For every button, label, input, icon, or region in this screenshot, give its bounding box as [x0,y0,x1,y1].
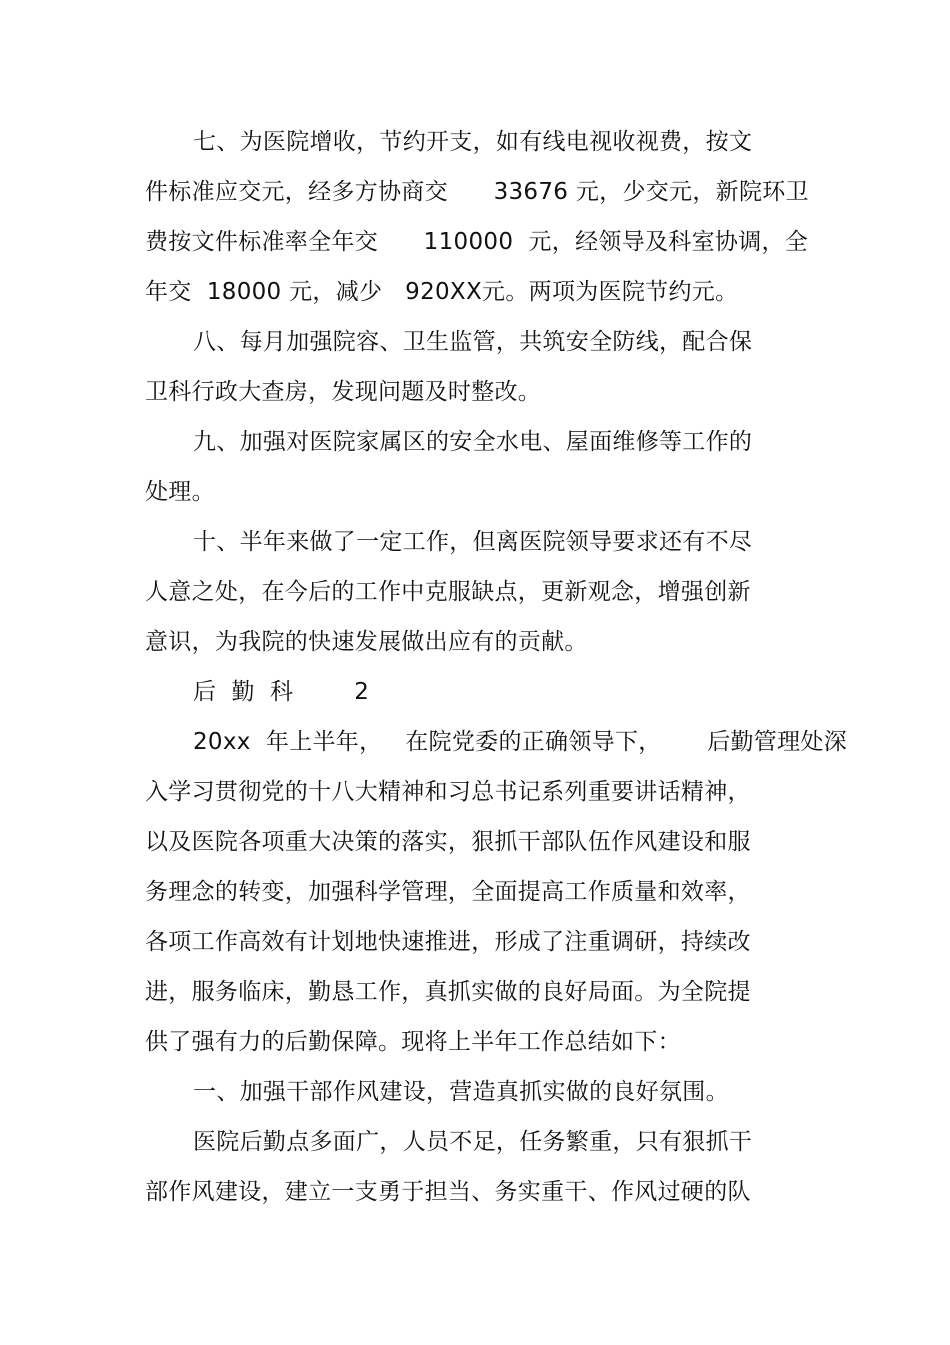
paragraph-7-line-1: 七、为医院增收，节约开支，如有线电视收视费，按文 [193,129,753,155]
paragraph-7-line-2: 件标准应交元，经多方协商交 33676 元，少交元，新院环卫 [145,179,809,205]
heading-1-paragraph-line-1: 医院后勤点多面广，人员不足，任务繁重，只有狠抓干 [193,1129,753,1155]
paragraph-10-line-3: 意识，为我院的快速发展做出应有的贡献。 [145,629,588,655]
summary-line-3: 以及医院各项重大决策的落实，狠抓干部队伍作风建设和服 [145,829,751,855]
summary-line-1: 20xx 年上半年， 在院党委的正确领导下， 后勤管理处深 [193,729,848,755]
summary-line-2: 入学习贯彻党的十八大精神和习总书记系列重要讲话精神， [145,779,751,805]
paragraph-9-line-1: 九、加强对医院家属区的安全水电、屋面维修等工作的 [193,429,753,455]
heading-1: 一、加强干部作风建设，营造真抓实做的良好氛围。 [193,1079,729,1105]
paragraph-10-line-1: 十、半年来做了一定工作，但离医院领导要求还有不尽 [193,529,753,555]
paragraph-8-line-2: 卫科行政大查房，发现问题及时整改。 [145,379,542,405]
heading-1-paragraph-line-2: 部作风建设，建立一支勇于担当、务实重干、作风过硬的队 [145,1179,751,1205]
summary-line-7: 供了强有力的后勤保障。现将上半年工作总结如下： [145,1029,681,1055]
paragraph-7-line-3: 费按文件标准率全年交 110000 元，经领导及科室协调，全 [145,229,809,255]
summary-line-5: 各项工作高效有计划地快速推进，形成了注重调研，持续改 [145,929,751,955]
paragraph-8-line-1: 八、每月加强院容、卫生监管，共筑安全防线，配合保 [193,329,753,355]
summary-line-6: 进，服务临床，勤恳工作，真抓实做的良好局面。为全院提 [145,979,751,1005]
paragraph-7-line-4: 年交 18000 元，减少 920XX元。两项为医院节约元。 [145,279,739,305]
summary-line-4: 务理念的转变，加强科学管理，全面提高工作质量和效率， [145,879,751,905]
paragraph-10-line-2: 人意之处，在今后的工作中克服缺点，更新观念，增强创新 [145,579,751,605]
section-signature: 后 勤 科 2 [193,679,370,705]
paragraph-9-line-2: 处理。 [145,479,215,505]
